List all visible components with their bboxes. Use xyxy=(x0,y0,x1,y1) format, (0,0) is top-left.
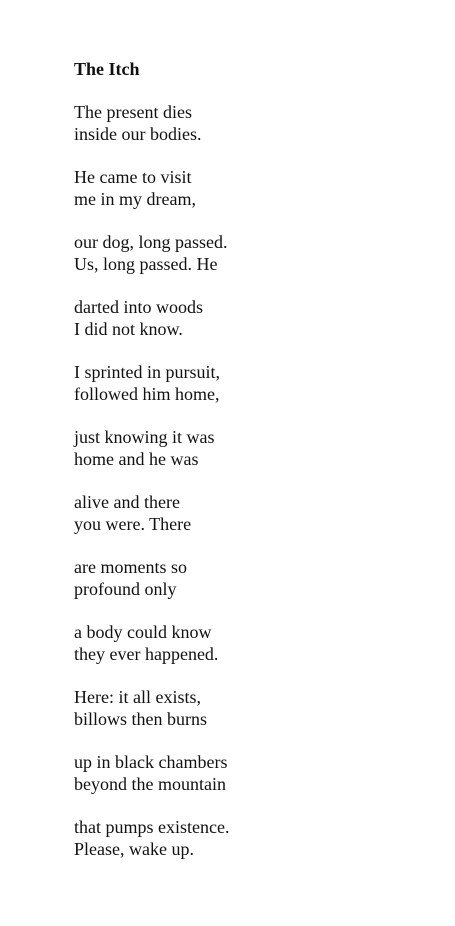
stanza xyxy=(74,621,434,665)
stanza xyxy=(74,296,434,340)
poem-line: that pumps existence. xyxy=(74,817,230,837)
poem-line: are moments so xyxy=(74,557,187,577)
poem xyxy=(74,58,434,881)
stanza xyxy=(74,491,434,535)
poem-line: they ever happened. xyxy=(74,644,219,664)
stanza xyxy=(74,166,434,210)
poem-line: inside our bodies. xyxy=(74,124,202,144)
stanza xyxy=(74,686,434,730)
poem-line: Here: it all exists, xyxy=(74,687,201,707)
poem-line: our dog, long passed. xyxy=(74,232,228,252)
poem-line: home and he was xyxy=(74,449,199,469)
poem-line: me in my dream, xyxy=(74,189,196,209)
poem-line: profound only xyxy=(74,579,177,599)
poem-title: The Itch xyxy=(74,59,140,79)
poem-line: followed him home, xyxy=(74,384,220,404)
poem-line: a body could know xyxy=(74,622,212,642)
poem-line: Us, long passed. He xyxy=(74,254,218,274)
stanza xyxy=(74,101,434,145)
stanza xyxy=(74,231,434,275)
poem-line: just knowing it was xyxy=(74,427,215,447)
stanza xyxy=(74,426,434,470)
poem-line: He came to visit xyxy=(74,167,192,187)
stanza xyxy=(74,751,434,795)
poem-line: up in black chambers xyxy=(74,752,228,772)
poem-line: I sprinted in pursuit, xyxy=(74,362,220,382)
poem-line: The present dies xyxy=(74,102,192,122)
stanza xyxy=(74,816,434,860)
poem-line: alive and there xyxy=(74,492,180,512)
poem-line: darted into woods xyxy=(74,297,203,317)
stanza xyxy=(74,361,434,405)
poem-line: you were. There xyxy=(74,514,192,534)
poem-line: Please, wake up. xyxy=(74,839,194,859)
poem-line: I did not know. xyxy=(74,319,183,339)
poem-line: beyond the mountain xyxy=(74,774,226,794)
stanza xyxy=(74,556,434,600)
poem-line: billows then burns xyxy=(74,709,207,729)
